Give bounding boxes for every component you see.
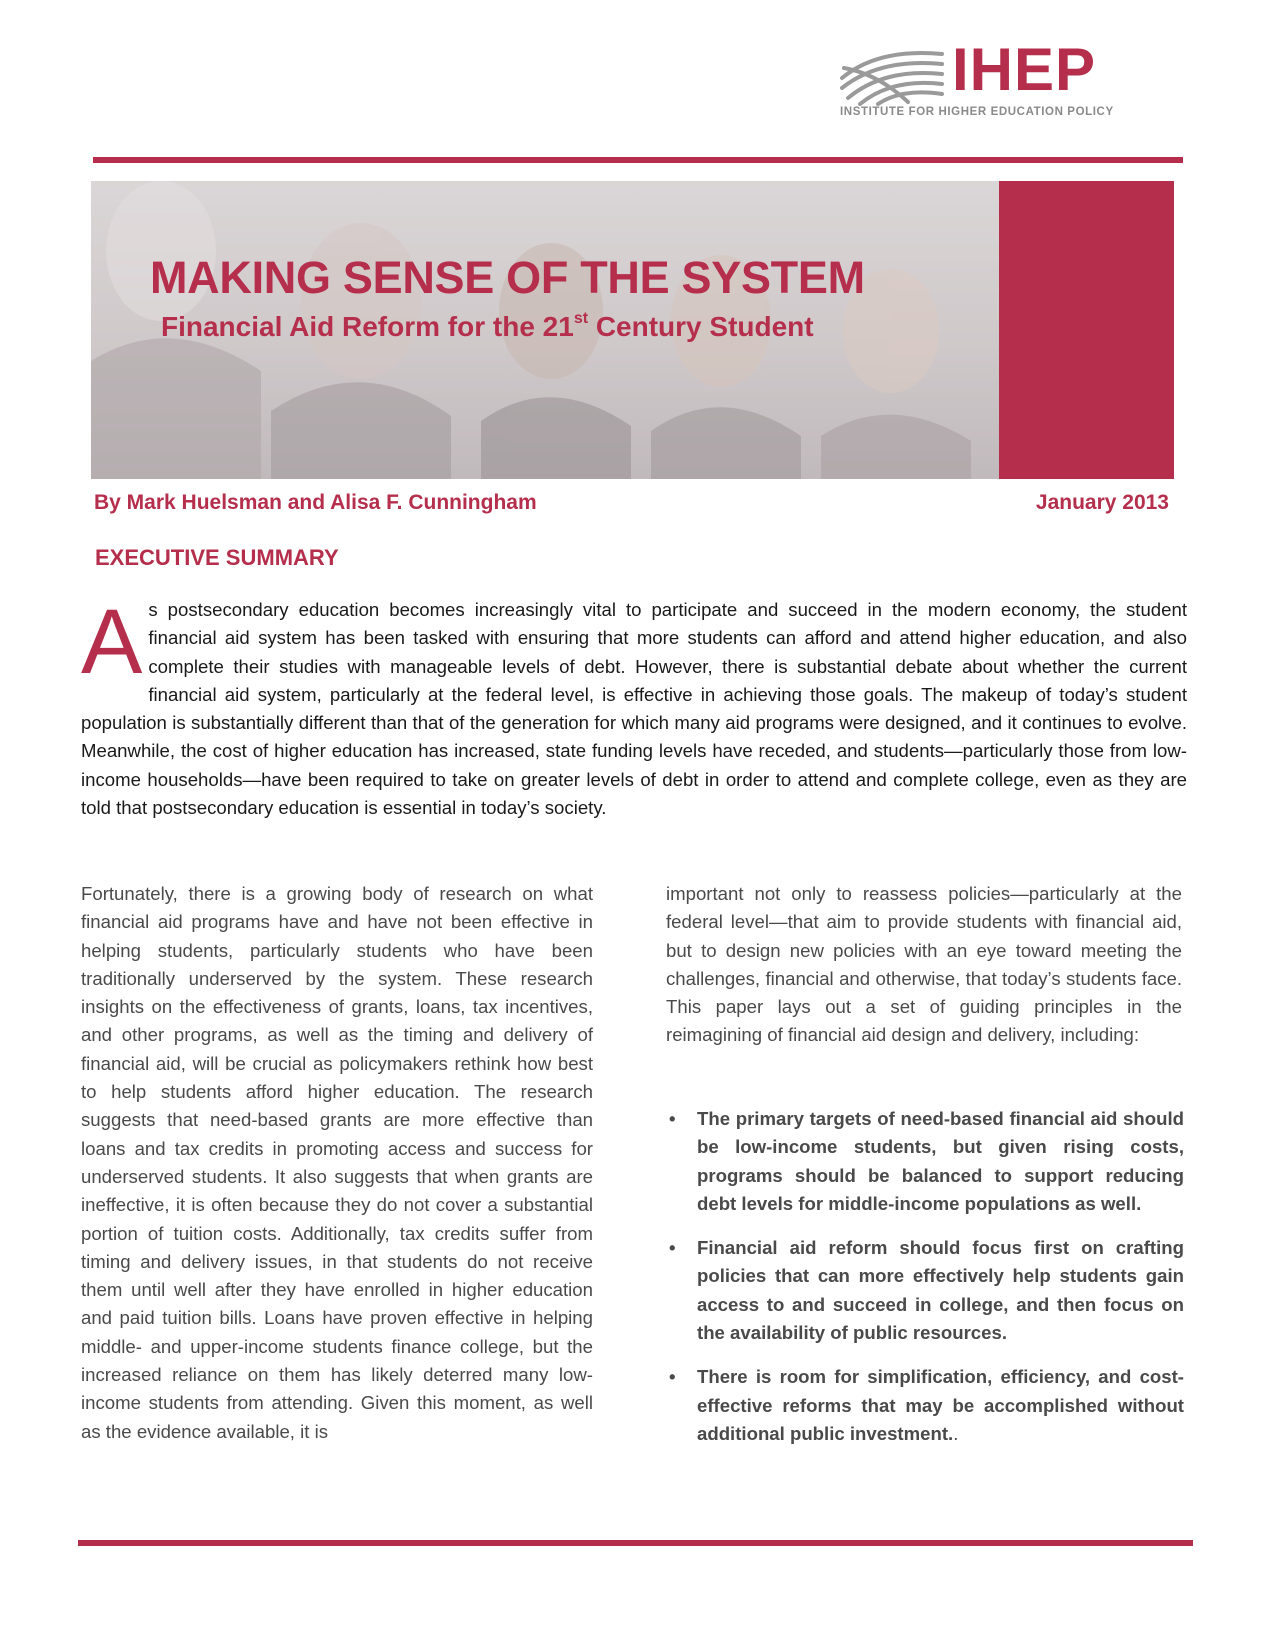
- authors-byline: By Mark Huelsman and Alisa F. Cunningham: [94, 491, 537, 514]
- right-column-text: important not only to reassess policies—particularly at the federal level—that aim to provide students with financial aid, but to design new policies with an eye toward meeting the challenges, financial and otherwise, that today’s students face. This paper lays out a set of guiding principles in the reimagining of financial aid design and delivery, including:: [666, 883, 1182, 1046]
- bottom-divider: [78, 1540, 1193, 1546]
- principles-list: [666, 1105, 1184, 1464]
- ihep-tagline: INSTITUTE FOR HIGHER EDUCATION POLICY: [840, 106, 1114, 118]
- list-item: [666, 1234, 1184, 1347]
- ihep-logo-mark: [838, 44, 948, 106]
- intro-paragraph: [81, 591, 1187, 822]
- list-item-text: There is room for simplification, efficiency, and cost-effective reforms that may be accomplished without additional public investment.: [697, 1366, 1184, 1444]
- intro-text: s postsecondary education becomes increasingly vital to participate and succeed in the modern economy, the student financial aid system has been tasked with ensuring that more students can afford and attend higher education, and also complete their studies with manageable levels of debt. However, there is substantial debate about whether the current financial aid system, particularly at the federal level, is effective in achieving those goals. The makeup of today’s student population is substantially different than that of the generation for which many aid programs were designed, and it continues to evolve. Meanwhile, the cost of higher education has increased, state funding levels have receded, and students—particularly those from low-income households—have been required to take on greater levels of debt in order to attend and complete college, even as they are told that postsecondary education is essential in today’s society.: [81, 599, 1187, 819]
- section-heading: EXECUTIVE SUMMARY: [95, 545, 339, 570]
- list-item-text: Financial aid reform should focus first on crafting policies that can more effectively help students gain access to and succeed in college, and then focus on the availability of public resources.: [697, 1237, 1184, 1344]
- document-subtitle: [161, 310, 814, 344]
- top-divider: [93, 157, 1183, 163]
- bullet-icon: •: [669, 1366, 676, 1388]
- subtitle-ordinal: st: [573, 310, 589, 327]
- bullet-icon: •: [669, 1237, 676, 1259]
- drop-cap: A: [81, 591, 143, 693]
- subtitle-suffix: Century Student: [588, 311, 814, 342]
- left-column-text: Fortunately, there is a growing body of research on what financial aid programs have and have not been effective in helping students, particularly students who have been traditionally underserved by the system. These research insights on the effectiveness of grants, loans, tax incentives, and other programs, as well as the timing and delivery of financial aid, will be crucial as policymakers rethink how best to help students afford higher education. The research suggests that need-based grants are more effective than loans and tax credits in promoting access and success for underserved students. It also suggests that when grants are ineffective, it is often because they do not cover a substantial portion of tuition costs. Additionally, tax credits suffer from timing and delivery issues, in that students do not receive them until well after they have enrolled in higher education and paid tuition bills. Loans have proven effective in helping middle- and upper-income students finance college, but the increased reliance on them has likely deterred many low-income students from attending. Given this moment, as well as the evidence available, it is: [81, 883, 593, 1442]
- list-item: [666, 1363, 1184, 1448]
- list-item: [666, 1105, 1184, 1218]
- list-item-trailing: .: [953, 1422, 959, 1444]
- bullet-icon: •: [669, 1108, 676, 1129]
- subtitle-prefix: Financial Aid Reform for the 21: [161, 311, 574, 342]
- publication-date: January 2013: [1035, 491, 1169, 514]
- banner-accent-block: [999, 181, 1174, 479]
- list-item-text: The primary targets of need-based financial aid should be low-income students, but given rising costs, programs should be balanced to support reducing debt levels for middle-income populations as well.: [697, 1108, 1184, 1214]
- document-title: MAKING SENSE OF THE SYSTEM: [150, 252, 865, 303]
- ihep-logo-letters: IHEP: [952, 36, 1097, 103]
